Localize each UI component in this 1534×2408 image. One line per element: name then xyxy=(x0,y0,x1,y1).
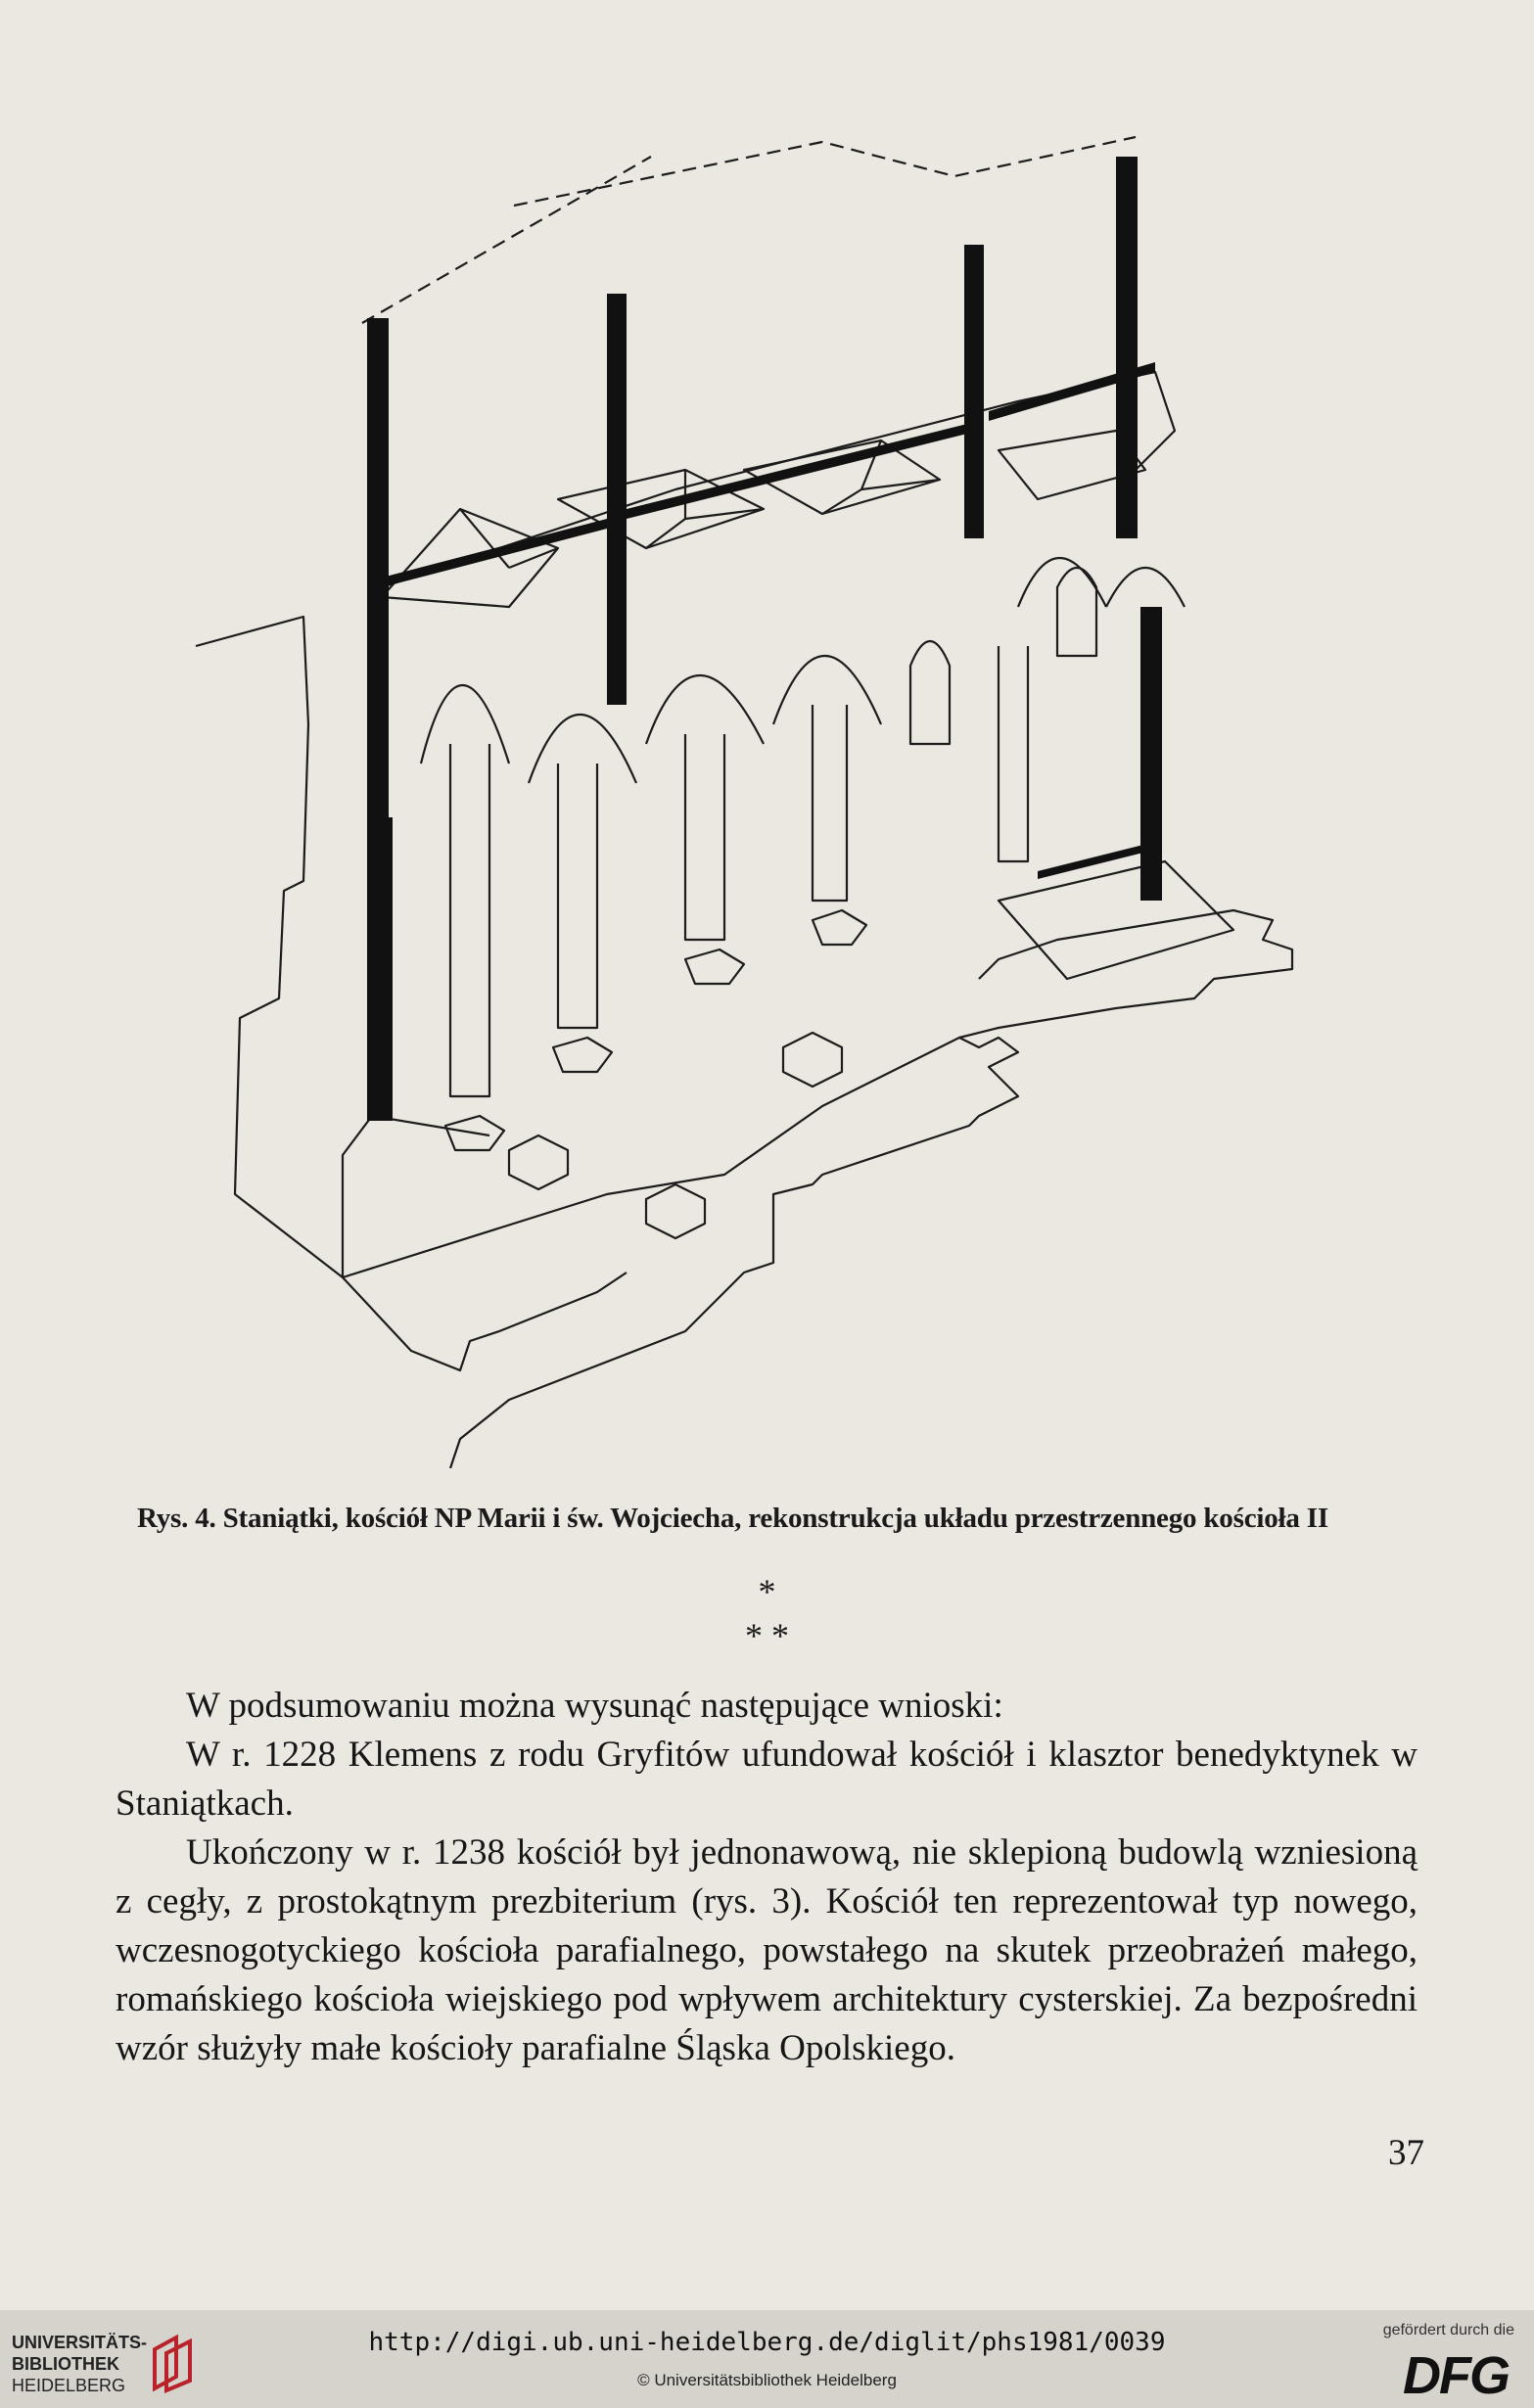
pier-base-4 xyxy=(813,910,866,945)
section-wall-3 xyxy=(964,245,984,538)
pier-3 xyxy=(685,734,724,940)
library-name-line-1: UNIVERSITÄTS- xyxy=(12,2333,148,2352)
church-axonometric-drawing xyxy=(137,59,1429,1468)
paragraph-conclusion: Ukończony w r. 1238 kościół był jednonawową, nie sklepioną budowlą wzniesioną z cegły, z prostokątnym prezbiterium (rys. 3). Kościół ten reprezentował typ nowego, wczesnogotyckiego kościoła parafialnego, powstałego na skutek przeobrażeń małego, romańskiego kościoła wiejskiego pod wpływem architektury cysterskiej. Za bezpośredni wzór służyły małe kościoły parafialne Śląska Opolskiego. xyxy=(116,1832,1418,2068)
sponsor-label: gefördert durch die xyxy=(1382,2322,1514,2339)
roof-outline-right xyxy=(514,137,1136,206)
ground-plan-right xyxy=(959,910,1292,1038)
figure-caption: Rys. 4. Staniątki, kościół NP Marii i św. Wojciecha, rekonstrukcja układu przestrzennego kościoła II xyxy=(137,1503,1328,1534)
pier-1 xyxy=(450,744,489,1096)
arch-1 xyxy=(421,685,509,764)
page-number: 37 xyxy=(1388,2133,1424,2173)
arch-4 xyxy=(773,656,881,724)
ground-plan-outline xyxy=(343,1038,1018,1468)
copyright-notice: © Universitätsbibliothek Heidelberg xyxy=(637,2371,897,2389)
section-wall-1-base xyxy=(367,817,393,1121)
floor-octagon-3 xyxy=(509,1135,568,1189)
pier-4 xyxy=(813,705,847,901)
left-wall xyxy=(196,617,489,1277)
section-wall-4 xyxy=(1116,157,1138,538)
window-1 xyxy=(910,641,950,744)
body-text xyxy=(116,1682,1418,2073)
permalink-url[interactable]: http://digi.ub.uni-heidelberg.de/diglit/phs1981/0039 xyxy=(368,2328,1166,2357)
arch-6 xyxy=(1106,568,1185,607)
arch-3 xyxy=(646,675,764,744)
paragraph-founding: W r. 1228 Klemens z rodu Gryfitów ufundował kościół i klasztor benedyktynek w Staniątkach. xyxy=(116,1735,1418,1824)
separator-asterisk-top: * xyxy=(758,1572,776,1611)
library-name-line-3: HEIDELBERG xyxy=(12,2376,126,2395)
digitization-footer xyxy=(0,2310,1534,2408)
chancel-floor xyxy=(999,861,1233,979)
separator-asterisks-bottom: * * xyxy=(745,1616,789,1655)
pier-base-2 xyxy=(553,1038,612,1072)
section-wall-1 xyxy=(367,318,389,817)
section-wall-4-base xyxy=(1140,607,1162,901)
floor-octagon-1 xyxy=(783,1033,842,1087)
section-wall-2 xyxy=(607,294,627,705)
paragraph-intro: W podsumowaniu można wysunąć następujące wnioski: xyxy=(186,1686,1003,1726)
pier-2 xyxy=(558,764,597,1028)
arch-2 xyxy=(529,715,636,783)
section-floor-band xyxy=(1038,842,1155,879)
dfg-logo: DFG xyxy=(1403,2346,1509,2405)
floor-octagon-2 xyxy=(646,1184,705,1238)
pier-5 xyxy=(999,646,1028,861)
pier-base-3 xyxy=(685,949,744,984)
library-name-line-2: BIBLIOTHEK xyxy=(12,2354,119,2374)
